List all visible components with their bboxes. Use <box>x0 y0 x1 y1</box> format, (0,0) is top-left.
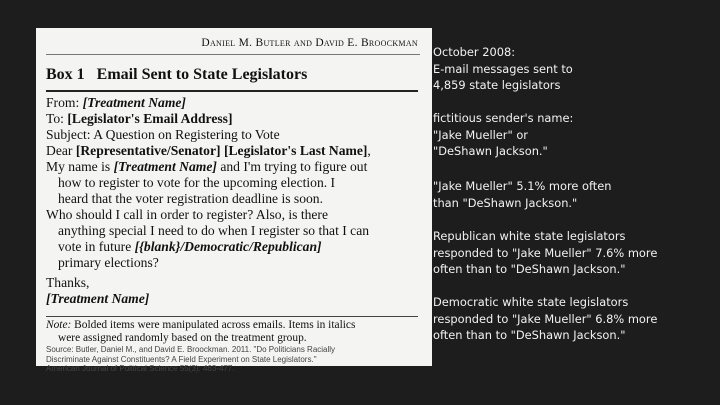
source-line-1: Source: Butler, Daniel M., and David E. Broockman. 2011. "Do Politicians Racially <box>46 345 336 354</box>
to-value: [Legislator's Email Address] <box>67 111 233 126</box>
note-p2-line3: "DeShawn Jackson." <box>433 144 548 158</box>
body-line-1 <box>46 159 421 175</box>
from-label: From: <box>46 95 80 110</box>
note-p2-line1: fictitious sender's name: <box>433 111 574 125</box>
note-label: Note: <box>46 319 72 331</box>
body-line-3: heard that the voter registration deadline is soon. <box>58 191 323 206</box>
dear-value: [Representative/Senator] [Legislator's Last Name] <box>75 143 368 158</box>
body-line-2: how to register to vote for the upcoming election. I <box>58 175 336 190</box>
body-6a: vote in future <box>58 239 132 254</box>
body-6b: [{blank}/Democratic/Republican] <box>134 239 322 254</box>
note-text: Bolded items were manipulated across emails. Items in italics <box>74 319 356 331</box>
body-line-6 <box>46 239 421 255</box>
box-label: Box 1 <box>46 66 85 83</box>
dear-label: Dear <box>46 143 73 158</box>
signature-line: [Treatment Name] <box>46 291 150 306</box>
title-rule <box>46 90 418 92</box>
thanks-line: Thanks, <box>46 275 90 290</box>
source-citation <box>46 345 428 374</box>
body-line-7: primary elections? <box>58 255 159 270</box>
note-p1-line1: October 2008: <box>433 45 516 59</box>
body-line-5: anything special I need to do when I register so that I can <box>58 223 370 238</box>
figure-note <box>46 319 426 345</box>
body-1c: and I'm trying to figure out <box>220 159 368 174</box>
note-p3-line1: "Jake Mueller" 5.1% more often <box>433 179 612 193</box>
to-line <box>46 111 421 127</box>
note-p4-line2: responded to "Jake Mueller" 7.6% more <box>433 245 658 260</box>
note-p5-line1: Democratic white state legislators <box>433 295 629 309</box>
note-p5-line2: responded to "Jake Mueller" 6.8% more <box>433 311 658 326</box>
note-p1-line2: E-mail messages sent to <box>433 61 573 76</box>
dear-punct: , <box>367 143 371 158</box>
note-p4-line1: Republican white state legislators <box>433 229 626 243</box>
subject-line: Subject: A Question on Registering to Vote <box>46 127 280 142</box>
box-title <box>46 66 307 84</box>
from-line <box>46 95 421 111</box>
note-p5-line3: often than to "DeShawn Jackson." <box>433 328 626 342</box>
note-paragraph-sender <box>433 110 573 160</box>
from-value: [Treatment Name] <box>82 95 186 110</box>
email-body <box>46 95 421 307</box>
note-paragraph-date <box>433 44 573 94</box>
note-p1-line3: 4,859 state legislators <box>433 78 561 92</box>
note-paragraph-republican <box>433 228 657 278</box>
note-p2-line2: "Jake Mueller" or <box>433 127 528 142</box>
body-line-4: Who should I call in order to register? Also, is there <box>46 207 328 222</box>
note-p3-line2: than "DeShawn Jackson." <box>433 195 578 210</box>
source-line-2: Discriminate Against Constituents? A Field Experiment on State Legislators." <box>46 354 317 364</box>
salutation-line <box>46 143 421 159</box>
to-label: To: <box>46 111 64 126</box>
note-paragraph-democratic <box>433 294 657 344</box>
note-paragraph-overall <box>433 178 612 211</box>
body-1a: My name is <box>46 159 111 174</box>
scanned-email-figure <box>36 28 432 373</box>
header-rule <box>46 54 420 55</box>
body-1b: [Treatment Name] <box>113 159 217 174</box>
note-rule <box>46 316 418 317</box>
note-p4-line3: often than to "DeShawn Jackson." <box>433 262 626 276</box>
note-text-2: were assigned randomly based on the treatment group. <box>58 332 307 344</box>
article-authors-header: Daniel M. Butler and David E. Broockman <box>201 37 418 49</box>
box-title-text: Email Sent to State Legislators <box>96 66 308 83</box>
source-line-3: American Journal of Political Science 55(3): 463-477. <box>46 364 235 373</box>
